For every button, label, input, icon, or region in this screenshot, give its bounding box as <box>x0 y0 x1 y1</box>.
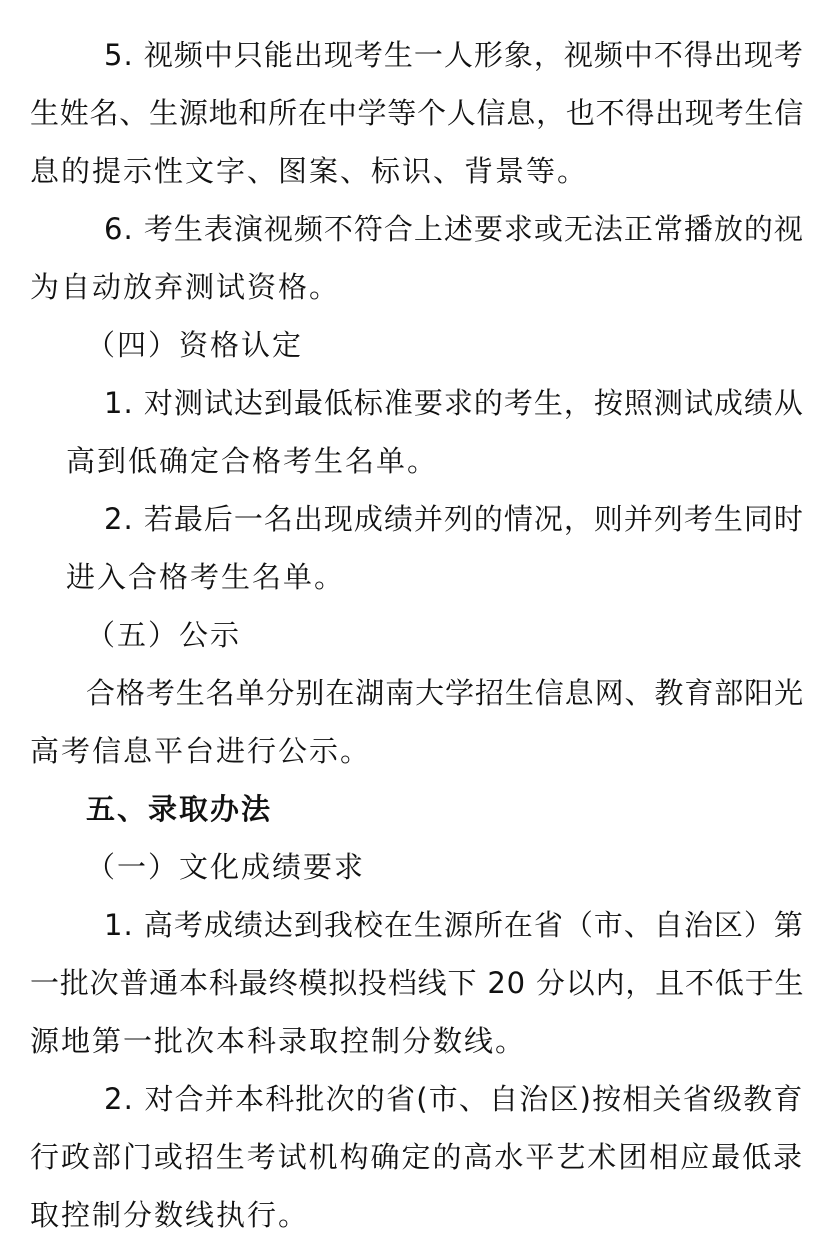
body-text-line: 为自动放弃测试资格。 <box>30 270 341 304</box>
body-text-line: 5. 视频中只能出现考生一人形象，视频中不得出现考 <box>104 38 804 72</box>
body-text-line: 6. 考生表演视频不符合上述要求或无法正常播放的视 <box>104 212 804 246</box>
body-text-line: 合格考生名单分别在湖南大学招生信息网、教育部阳光 <box>86 676 805 710</box>
section-subheading: （四）资格认定 <box>86 328 304 362</box>
body-text-line: 2. 对合并本科批次的省(市、自治区)按相关省级教育 <box>104 1082 804 1116</box>
section-subheading: （一）文化成绩要求 <box>86 850 366 884</box>
body-text-line: 1. 高考成绩达到我校在生源所在省（市、自治区）第 <box>104 908 804 942</box>
section-subheading: （五）公示 <box>86 618 242 652</box>
body-text-line: 1. 对测试达到最低标准要求的考生，按照测试成绩从 <box>104 386 804 420</box>
body-text-line: 行政部门或招生考试机构确定的高水平艺术团相应最低录 <box>30 1140 805 1174</box>
section-heading: 五、录取办法 <box>86 792 273 826</box>
body-text-line: 高到低确定合格考生名单。 <box>66 444 439 478</box>
body-text-line: 2. 若最后一名出现成绩并列的情况，则并列考生同时 <box>104 502 804 536</box>
body-text-line: 生姓名、生源地和所在中学等个人信息，也不得出现考生信 <box>30 96 805 130</box>
body-text-line: 息的提示性文字、图案、标识、背景等。 <box>30 154 589 188</box>
body-text-line: 进入合格考生名单。 <box>66 560 346 594</box>
body-text-line: 高考信息平台进行公示。 <box>30 734 372 768</box>
body-text-line: 一批次普通本科最终模拟投档线下 20 分以内，且不低于生 <box>30 966 805 1000</box>
body-text-line: 源地第一批次本科录取控制分数线。 <box>30 1024 527 1058</box>
body-text-line: 取控制分数线执行。 <box>30 1198 310 1232</box>
